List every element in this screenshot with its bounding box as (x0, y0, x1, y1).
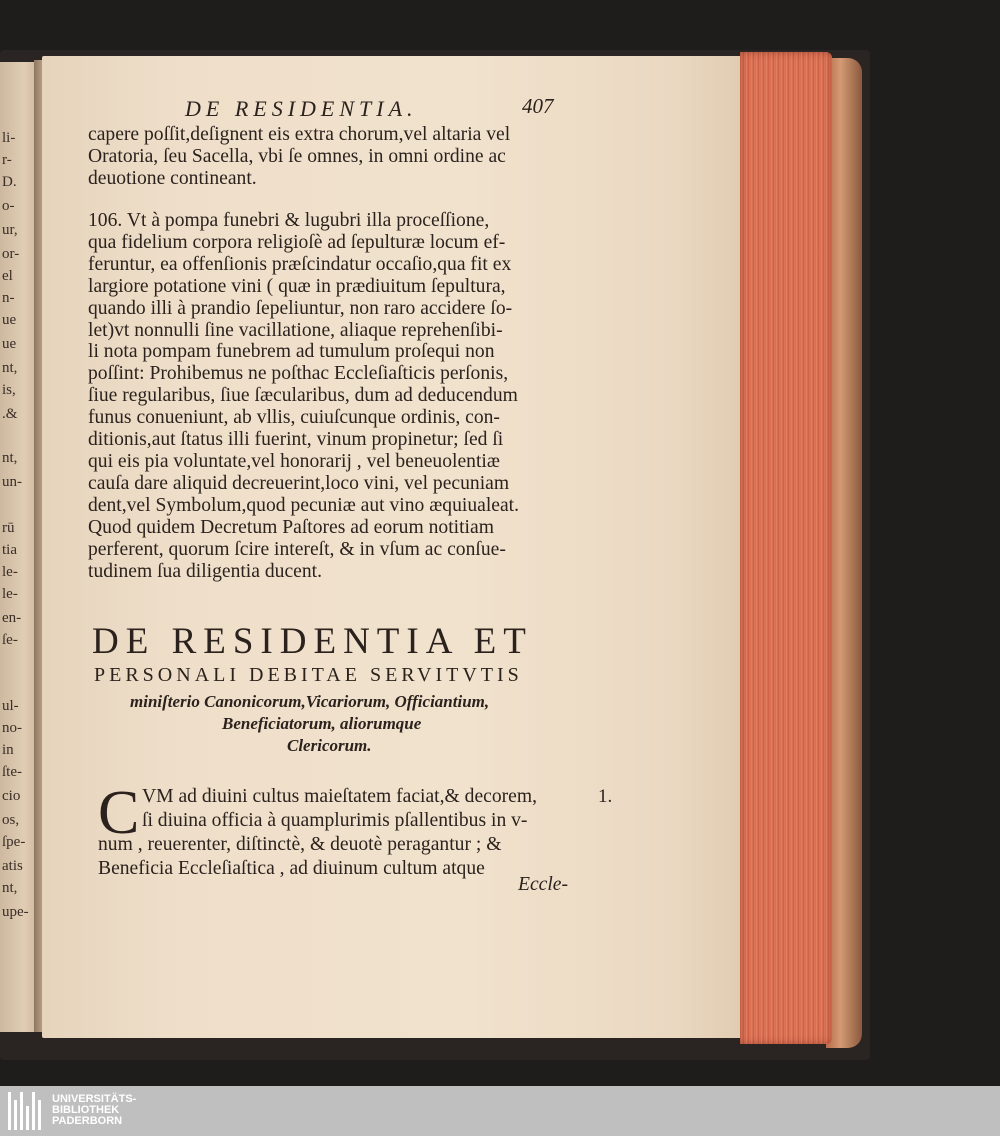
left-page-fragment: el (2, 268, 13, 284)
left-page-fragment: r- (2, 152, 12, 168)
section-subtitle-line: Clericorum. (287, 736, 372, 755)
footer-bar (0, 1086, 1000, 1136)
text-line: Beneficia Eccleſiaſtica , ad diuinum cultum atque (98, 858, 485, 879)
left-page-fragment: ſte- (2, 764, 22, 780)
left-page-fragment: en- (2, 610, 22, 626)
text-line: qui eis pia voluntate,vel honorarij , vel beneuolentiæ (88, 450, 500, 472)
left-page-fragment: ſpe- (2, 834, 26, 850)
left-page-fragment: nt, (2, 450, 18, 466)
left-page-fragment: ſe- (2, 632, 18, 648)
library-logo-icon (8, 1092, 48, 1130)
library-logo-text (52, 1094, 136, 1127)
paragraph-3-continued (98, 833, 501, 881)
logo-line: BIBLIOTHEK (52, 1104, 120, 1116)
left-page-fragment: .& (2, 406, 18, 422)
text-line: ſi diuina officia à quamplurimis pſallentibus in v- (142, 810, 528, 831)
left-page-fragment: upe- (2, 904, 29, 920)
text-line: Oratoria, ſeu Sacella, vbi ſe omnes, in omni ordine ac (88, 145, 506, 167)
text-line: perferent, quorum ſcire intereſt, & in vſum ac conſue- (88, 538, 506, 560)
text-line: ſiue regularibus, ſiue ſæcularibus, dum ad deducendum (88, 385, 518, 407)
text-line: ditionis,aut ſtatus illi fuerint, vinum propinetur; ſed ſi (88, 429, 504, 451)
section-subtitle-line: miniſterio Canonicorum,Vicariorum, Officiantium, (130, 692, 490, 711)
page-number: 407 (522, 94, 554, 118)
text-line: capere poſſit,deſignent eis extra chorum,vel altaria vel (88, 124, 511, 145)
left-page-fragment: ul- (2, 698, 19, 714)
left-page-fragment: is, (2, 382, 16, 398)
text-line: feruntur, ea offenſionis præſcindatur occaſio,qua fit ex (88, 253, 512, 275)
left-page-fragment: nt, (2, 360, 18, 376)
text-line: deuotione contineant. (88, 167, 257, 189)
paragraph-1 (88, 124, 510, 190)
text-line: largiore potatione vini ( quæ in prædiuitum ſepultura, (88, 275, 506, 297)
text-line: let)vt nonnulli ſine vacillatione, aliaque reprehenſibi- (88, 319, 503, 341)
paragraph-3-indented (142, 785, 537, 833)
catchword: Eccle- (518, 874, 569, 895)
section-title: DE RESIDENTIA ET (92, 621, 533, 662)
left-page-fragment: ue (2, 312, 17, 328)
text-line: funus conueniunt, ab vllis, cuiuſcunque ordinis, con- (88, 407, 500, 429)
text-line: 106. Vt à pompa funebri & lugubri illa proceſſione, (88, 210, 490, 231)
left-page-fragment: atis (2, 858, 23, 874)
left-page-fragment: cio (2, 788, 21, 804)
text-line: li nota pompam funebrem ad tumulum proſequi non (88, 341, 495, 363)
left-page-fragment: o- (2, 198, 15, 214)
left-page-fragment: li- (2, 130, 16, 146)
left-page-fragment: or- (2, 246, 20, 262)
left-page-fragment: le- (2, 564, 18, 580)
page-edges (740, 52, 832, 1044)
left-page-fragment: un- (2, 474, 22, 490)
text-line: qua fidelium corpora religioſè ad ſepulturæ locum ef- (88, 231, 506, 253)
left-page-fragment: D. (2, 174, 17, 190)
left-page-fragment: ue (2, 336, 17, 352)
left-page-fragment: ur, (2, 222, 18, 238)
left-page-fragment: tia (2, 542, 17, 558)
logo-line: PADERBORN (52, 1115, 123, 1127)
left-page-fragment: n- (2, 290, 15, 306)
left-page-fragment: in (2, 742, 14, 758)
left-page-fragment: no- (2, 720, 22, 736)
text-line: num , reuerenter, diſtinctè, & deuotè peragantur ; & (98, 834, 502, 855)
text-line: quando illi à prandio ſepeliuntur, non raro accidere ſo- (88, 297, 513, 319)
paragraph-106 (88, 210, 519, 582)
running-head: DE RESIDENTIA. (185, 96, 418, 121)
text-line: cauſa dare aliquid decreuerint,loco vini, vel pecuniam (88, 472, 510, 494)
section-title-line-2: PERSONALI DEBITAE SERVITVTIS (94, 664, 523, 686)
drop-cap: C (98, 779, 140, 847)
logo-line: UNIVERSITÄTS- (52, 1093, 137, 1105)
left-page-fragment: le- (2, 586, 18, 602)
text-line: Quod quidem Decretum Paſtores ad eorum notitiam (88, 516, 494, 538)
margin-note: 1. (598, 786, 613, 807)
left-page-fragment: nt, (2, 880, 18, 896)
left-page-fragment: rū (2, 520, 15, 536)
text-line: poſſint: Prohibemus ne poſthac Eccleſiaſticis perſonis, (88, 363, 509, 385)
text-line: VM ad diuini cultus maieſtatem faciat,& decorem, (142, 786, 538, 807)
text-line: dent,vel Symbolum,quod pecuniæ aut vino æquiualeat. (88, 494, 520, 516)
section-subtitle-line: Beneficiatorum, aliorumque (222, 714, 422, 733)
left-page-fragment: os, (2, 812, 20, 828)
text-line: tudinem ſua diligentia ducent. (88, 560, 322, 582)
